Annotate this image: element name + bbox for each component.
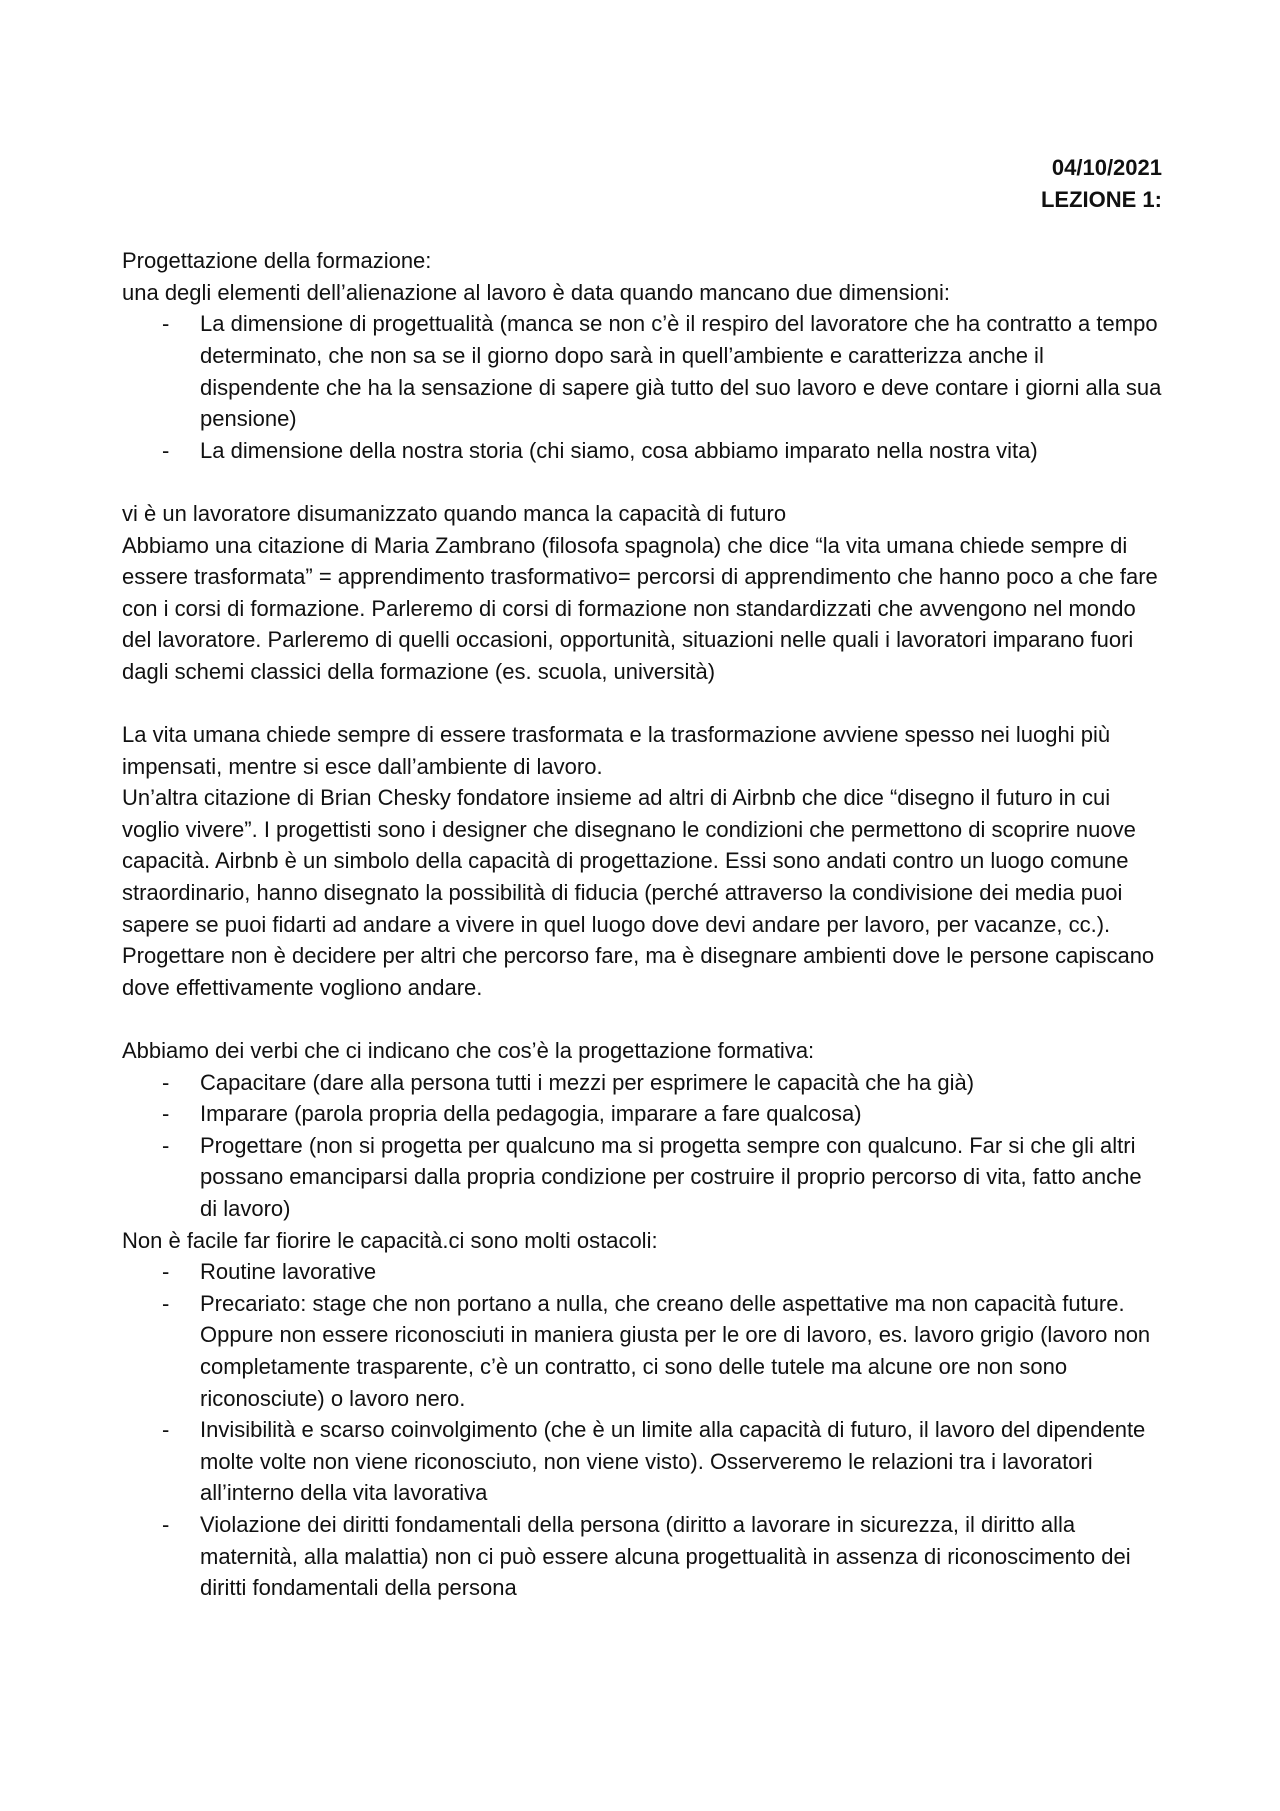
dash-bullet: - [162, 1069, 170, 1095]
paragraph: Un’altra citazione di Brian Chesky fondatore insieme ad altri di Airbnb che dice “disegno il futuro in cui voglio vivere”. I progettisti sono i designer che disegnano le condizioni che permettono di scoprire nuove capacità. Airbnb è un simbolo della capacità di progettazione. Essi sono andati contro un luogo comune straordinario, hanno disegnato la possibilità di fiducia (perché attraverso la condivisione dei media puoi sapere se puoi fidarti ad andare a vivere in quel luogo dove devi andare per lavoro, per vacanze, cc.). [122, 785, 1136, 937]
section-intro: Non è facile far fiorire le capacità.ci sono molti ostacoli: [122, 1227, 658, 1253]
dash-bullet: - [162, 1259, 170, 1285]
dash-bullet: - [162, 1511, 170, 1537]
dimensions-list [122, 308, 1162, 466]
section-intro: Abbiamo dei verbi che ci indicano che cos’è la progettazione formativa: [122, 1038, 815, 1064]
section-title: Progettazione della formazione: [122, 248, 432, 274]
dash-bullet: - [162, 1132, 170, 1158]
paragraph: vi è un lavoratore disumanizzato quando manca la capacità di futuro [122, 500, 787, 526]
list-item: - Progettare (non si progetta per qualcuno ma si progetta sempre con qualcuno. Far si che gli altri possano emanciparsi dalla propria condizione per costruire il proprio percorso di vita, fatto anche di lavoro) [122, 1130, 1162, 1225]
dash-bullet: - [162, 1101, 170, 1127]
verbs-list [122, 1067, 1162, 1225]
list-item: - La dimensione di progettualità (manca se non c’è il respiro del lavoratore che ha contratto a tempo determinato, che non sa se il giorno dopo sarà in quell’ambiente e caratterizza anche il dispendente che ha la sensazione di sapere già tutto del suo lavoro e deve contare i giorni alla sua pensione) [122, 308, 1162, 434]
dash-bullet: - [162, 1290, 170, 1316]
paragraph: Abbiamo una citazione di Maria Zambrano (filosofa spagnola) che dice “la vita umana chiede sempre di essere trasformata” = apprendimento trasformativo= percorsi di apprendimento che hanno poco a che fare con i corsi di formazione. Parleremo di corsi di formazione non standardizzati che avvengono nel mondo del lavoratore. Parleremo di quelli occasioni, opportunità, situazioni nelle quali i lavoratori imparano fuori dagli schemi classici della formazione (es. scuola, università) [122, 532, 1158, 684]
dash-bullet: - [162, 437, 170, 463]
list-item: - Violazione dei diritti fondamentali della persona (diritto a lavorare in sicurezza, il diritto alla maternità, alla malattia) non ci può essere alcuna progettualità in assenza di riconoscimento dei diritti fondamentali della persona [122, 1509, 1162, 1604]
document-page [122, 152, 1162, 1604]
obstacles-list [122, 1256, 1162, 1604]
list-item: - Routine lavorative [122, 1256, 1162, 1288]
lesson-title: LEZIONE 1: [1040, 186, 1162, 212]
list-item: - Invisibilità e scarso coinvolgimento (che è un limite alla capacità di futuro, il lavoro del dipendente molte volte non viene riconosciuto, non viene visto). Osserveremo le relazioni tra i lavoratori all’interno della vita lavorativa [122, 1414, 1162, 1509]
list-item: - La dimensione della nostra storia (chi siamo, cosa abbiamo imparato nella nostra vita) [122, 435, 1162, 467]
list-item: - Imparare (parola propria della pedagogia, imparare a fare qualcosa) [122, 1098, 1162, 1130]
dash-bullet: - [162, 311, 170, 337]
list-item: - Capacitare (dare alla persona tutti i mezzi per esprimere le capacità che ha già) [122, 1067, 1162, 1099]
paragraph: La vita umana chiede sempre di essere trasformata e la trasformazione avviene spesso nei luoghi più impensati, mentre si esce dall’ambiente di lavoro. [122, 722, 1111, 779]
list-item: - Precariato: stage che non portano a nulla, che creano delle aspettative ma non capacità future. Oppure non essere riconosciuti in maniera giusta per le ore di lavoro, es. lavoro grigio (lavoro non completamente trasparente, c’è un contratto, ci sono delle tutele ma alcune ore non sono riconosciute) o lavoro nero. [122, 1288, 1162, 1414]
paragraph: Progettare non è decidere per altri che percorso fare, ma è disegnare ambienti dove le persone capiscano dove effettivamente vogliono andare. [122, 943, 1155, 1000]
document-header [122, 152, 1162, 215]
dash-bullet: - [162, 1417, 170, 1443]
lesson-date: 04/10/2021 [1051, 155, 1162, 180]
section-intro: una degli elementi dell’alienazione al lavoro è data quando mancano due dimensioni: [122, 279, 951, 305]
